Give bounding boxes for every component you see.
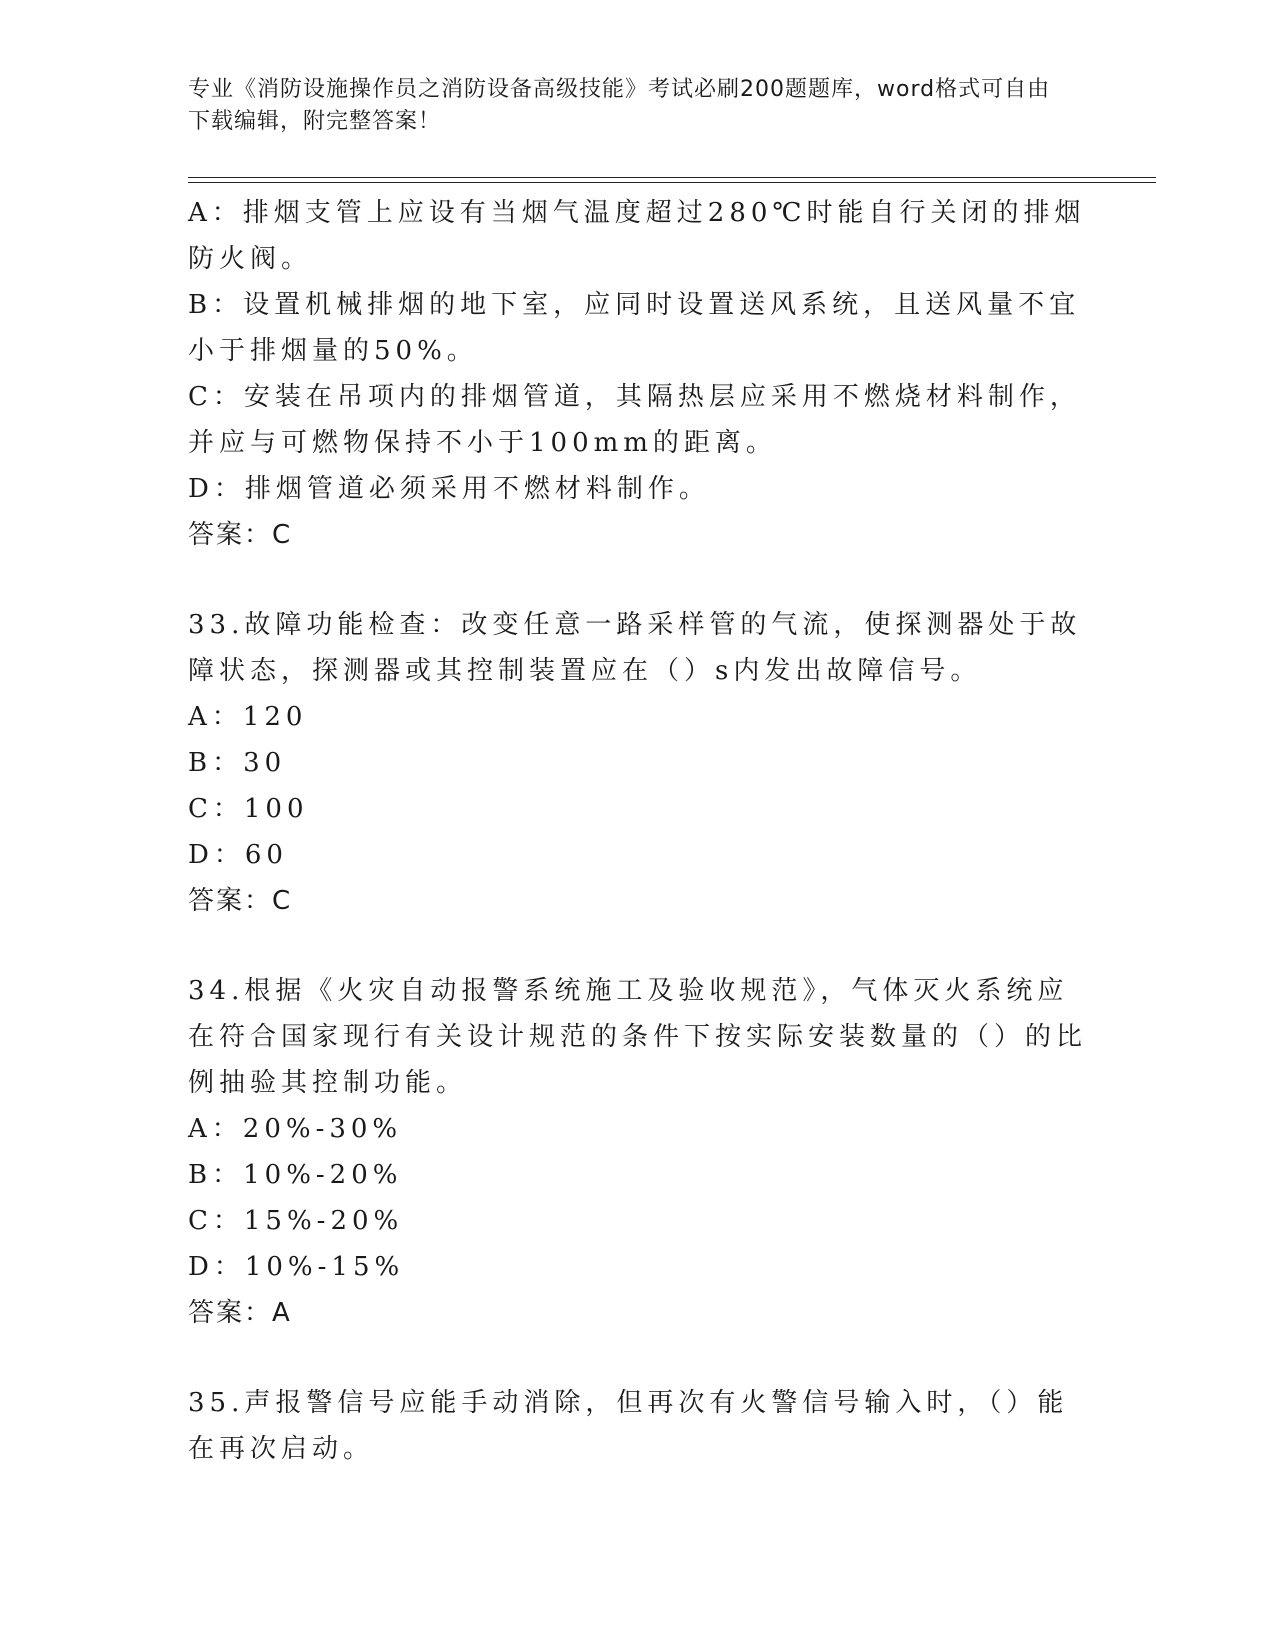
question-text: 35.声报警信号应能手动消除，但再次有火警信号输入时，（）能在再次启动。 bbox=[188, 1388, 1069, 1464]
question-block-34 bbox=[188, 968, 1088, 1336]
header-rule-bottom bbox=[188, 182, 1156, 183]
option-d: D：10%-15% bbox=[188, 1252, 405, 1282]
option-b: B：设置机械排烟的地下室，应同时设置送风系统，且送风量不宜小于排烟量的50%。 bbox=[188, 290, 1081, 366]
option-c: C：100 bbox=[188, 794, 309, 824]
option-a: A：120 bbox=[188, 702, 308, 732]
question-text: 33.故障功能检查：改变任意一路采样管的气流，使探测器处于故障状态，探测器或其控制装置应在（）s内发出故障信号。 bbox=[188, 610, 1082, 686]
header-rule-top bbox=[188, 177, 1156, 178]
header-title: 专业《消防设施操作员之消防设备高级技能》考试必刷200题题库，word格式可自由下载编辑，附完整答案！ bbox=[188, 77, 1051, 134]
spacer bbox=[188, 1336, 1088, 1380]
option-d: D：60 bbox=[188, 840, 288, 870]
option-c: C：安装在吊项内的排烟管道，其隔热层应采用不燃烧材料制作，并应与可燃物保持不小于100mm的距离。 bbox=[188, 382, 1081, 458]
question-block-32 bbox=[188, 190, 1088, 558]
spacer bbox=[188, 558, 1088, 602]
option-d: D：排烟管道必须采用不燃材料制作。 bbox=[188, 474, 710, 504]
question-text: 34.根据《火灾自动报警系统施工及验收规范》，气体灭火系统应在符合国家现行有关设计规范的条件下按实际安装数量的（）的比例抽验其控制功能。 bbox=[188, 976, 1088, 1098]
option-b: B：10%-20% bbox=[188, 1160, 403, 1190]
answer-text: 答案：C bbox=[188, 520, 293, 550]
question-block-33 bbox=[188, 602, 1088, 924]
option-a: A：排烟支管上应设有当烟气温度超过280℃时能自行关闭的排烟防火阀。 bbox=[188, 198, 1086, 274]
answer-text: 答案：A bbox=[188, 1298, 292, 1328]
question-block-35 bbox=[188, 1380, 1088, 1472]
document-header bbox=[188, 74, 1068, 138]
spacer bbox=[188, 924, 1088, 968]
option-b: B：30 bbox=[188, 748, 287, 778]
option-c: C：15%-20% bbox=[188, 1206, 404, 1236]
answer-text: 答案：C bbox=[188, 886, 293, 916]
option-a: A：20%-30% bbox=[188, 1114, 403, 1144]
question-list bbox=[188, 190, 1088, 1472]
